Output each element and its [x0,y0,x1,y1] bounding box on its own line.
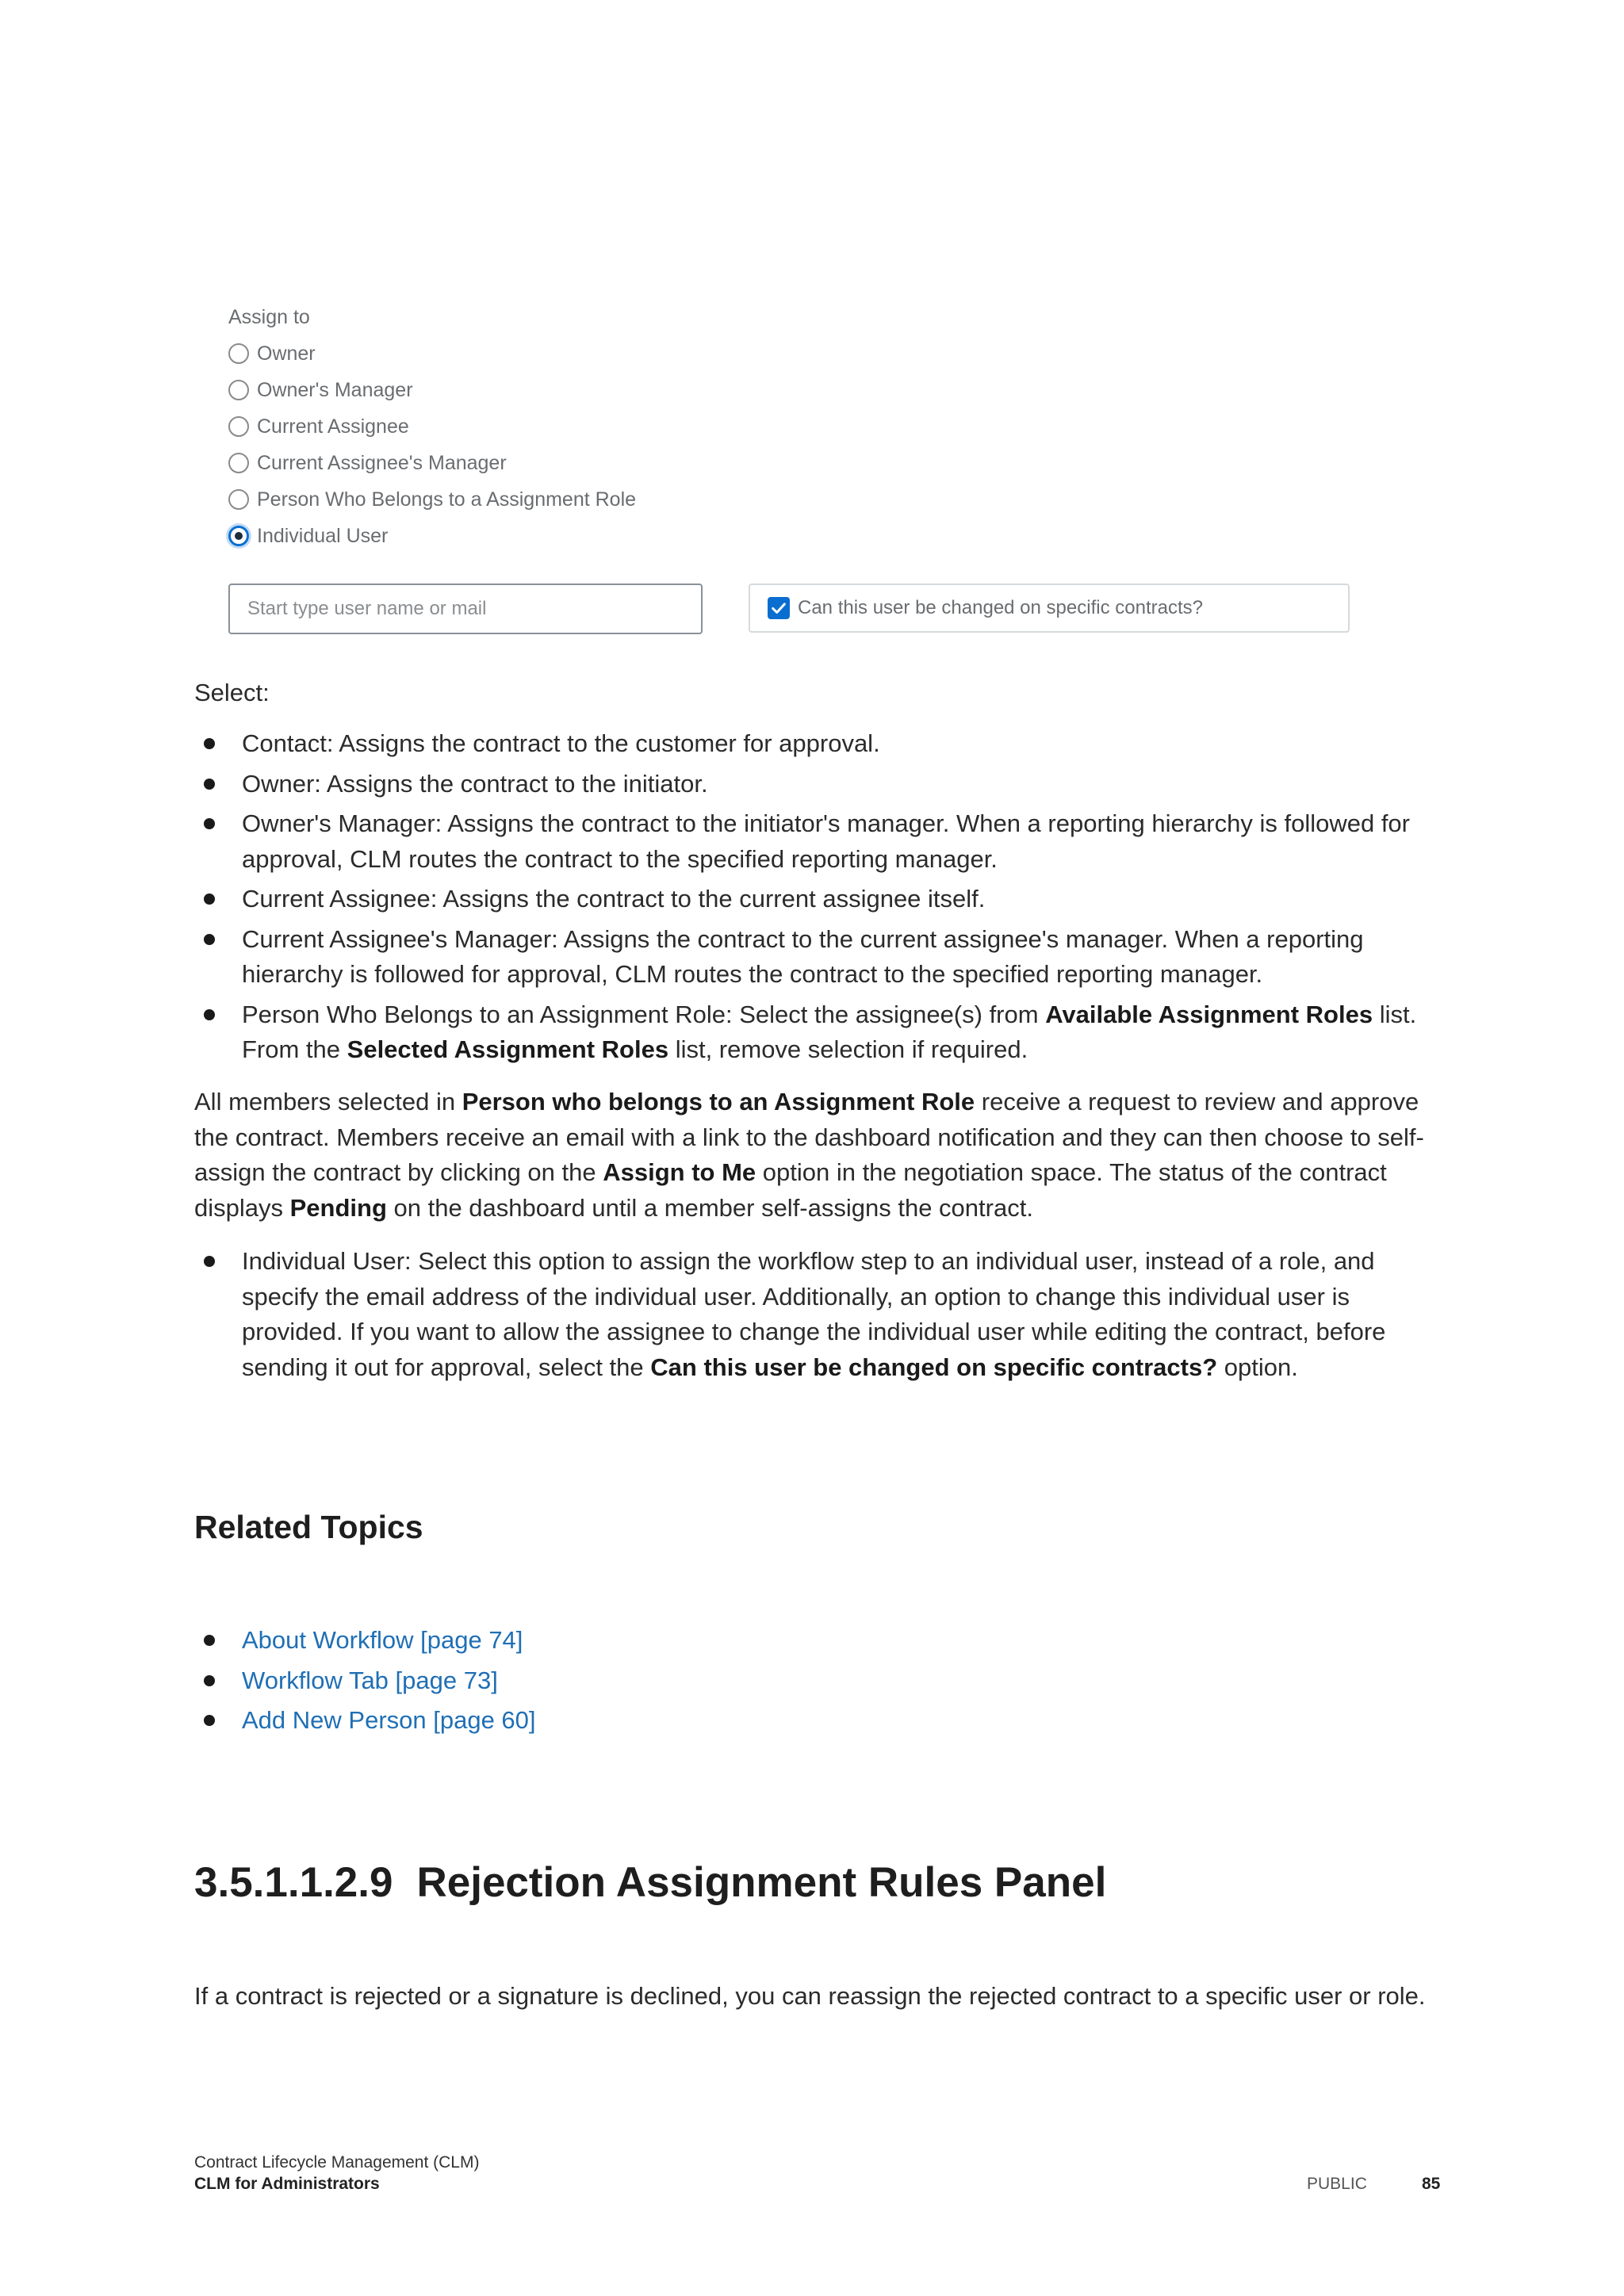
radio-owner[interactable] [228,338,316,369]
radio-circle-icon[interactable] [228,416,249,437]
radio-owners-manager[interactable] [228,374,413,406]
link-workflow-tab[interactable]: Workflow Tab [page 73] [242,1666,498,1694]
section-number: 3.5.1.1.2.9 [194,1859,393,1906]
list-item: Current Assignee: Assigns the contract to the current assignee itself. [194,882,1447,917]
checkbox-label: Can this user be changed on specific contracts? [798,597,1203,618]
list-item: Individual User: Select this option to assign the workflow step to an individual user, instead of a role, and specify the email address of the individual user. Additionally, an option to change this individual user is provided. If you want to allow the assignee to change the individual user while editing the contract, before sending it out for approval, select the Can this user be changed on specific contracts? option. [194,1244,1447,1385]
related-topics-list [194,1623,1447,1743]
select-label: Select: [194,679,270,706]
checkbox-checked-icon[interactable] [768,597,790,619]
section-intro: If a contract is rejected or a signature is declined, you can reassign the rejected contract to a specific user or role. [194,1982,1426,2010]
radio-circle-icon[interactable] [228,453,249,473]
radio-current-assignee[interactable] [228,411,409,442]
assign-to-label: Assign to [228,306,310,328]
radio-individual-user[interactable] [228,520,388,552]
section-heading [194,1858,1106,1907]
radio-circle-icon[interactable] [228,380,249,400]
radio-circle-icon[interactable] [228,343,249,364]
radio-label: Person Who Belongs to a Assignment Role [257,488,637,511]
radio-label: Individual User [257,524,389,547]
assign-to-screenshot [228,306,1354,639]
link-add-new-person[interactable]: Add New Person [page 60] [242,1706,536,1734]
radio-label: Owner [257,342,316,365]
radio-label: Current Assignee's Manager [257,451,507,474]
footer-guide-title: CLM for Administrators [194,2175,380,2193]
change-user-checkbox-field[interactable] [749,584,1350,633]
list-item: Person Who Belongs to an Assignment Role: Select the assignee(s) from Available Assignment Roles list. From the Selected Assignment Roles list, remove selection if required. [194,997,1447,1068]
list-item: Current Assignee's Manager: Assigns the contract to the current assignee's manager. When a reporting hierarchy is followed for approval, CLM routes the contract to the specified reporting manager. [194,922,1447,993]
radio-label: Owner's Manager [257,378,413,401]
radio-circle-icon[interactable] [228,489,249,510]
list-item [194,1623,1447,1659]
footer-classification: PUBLIC [1307,2175,1367,2193]
radio-selected-icon[interactable] [228,526,249,546]
radio-assignment-role[interactable] [228,484,636,515]
assignee-options-list [194,726,1447,1073]
link-about-workflow[interactable]: About Workflow [page 74] [242,1626,523,1654]
list-item [194,1703,1447,1739]
footer-page-number: 85 [1422,2175,1441,2193]
radio-current-assignees-manager[interactable] [228,447,507,479]
section-title: Rejection Assignment Rules Panel [416,1859,1107,1906]
list-item: Owner's Manager: Assigns the contract to the initiator's manager. When a reporting hierarchy is followed for approval, CLM routes the contract to the specified reporting manager. [194,806,1447,877]
assignment-role-paragraph: All members selected in Person who belongs to an Assignment Role receive a request to review and approve the contract. Members receive an email with a link to the dashboard notification and they can then choose to self-assign the contract by clicking on the Assign to Me option in the negotiation space. The status of the contract displays Pending on the dashboard until a member self-assigns the contract. [194,1088,1424,1222]
list-item [194,1663,1447,1699]
list-item: Contact: Assigns the contract to the customer for approval. [194,726,1447,762]
list-item: Owner: Assigns the contract to the initiator. [194,767,1447,802]
footer-doc-title: Contract Lifecycle Management (CLM) [194,2153,480,2172]
related-topics-heading: Related Topics [194,1509,423,1545]
individual-user-list [194,1244,1447,1390]
user-search-input[interactable] [228,584,703,634]
radio-label: Current Assignee [257,415,409,438]
